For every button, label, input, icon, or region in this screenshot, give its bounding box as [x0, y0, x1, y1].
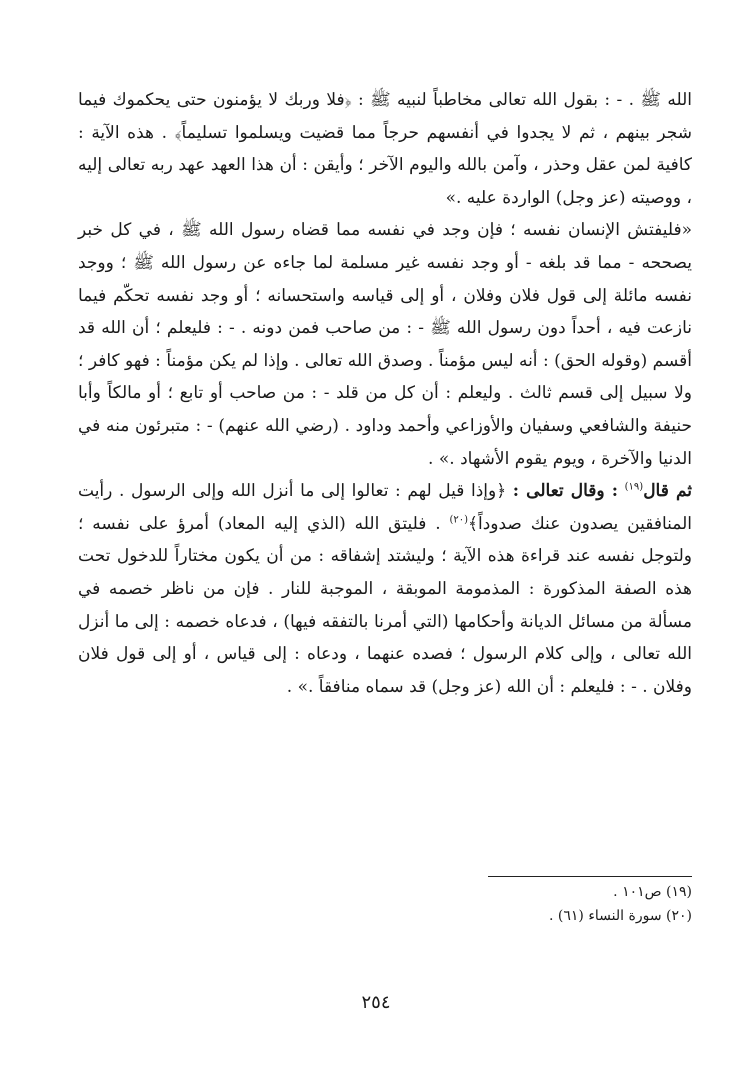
footnotes: [488, 880, 692, 928]
footnote-divider: [488, 876, 692, 877]
paragraph-2: [78, 214, 692, 475]
paragraph-3: [78, 475, 692, 703]
page-number: ٢٥٤: [361, 992, 391, 1013]
footnote-ref-20[interactable]: (٢٠): [449, 514, 469, 526]
paragraph-3-lead: ثم قال: [643, 481, 693, 502]
main-text-block: [78, 84, 692, 703]
footnote-19: (١٩) ص١٠١ .: [613, 884, 692, 900]
footnote-ref-19[interactable]: (١٩): [624, 481, 644, 493]
footnote-20: (٢٠) سورة النساء (٦١) .: [549, 908, 692, 924]
paragraph-3-quote: ﴿وإذا قيل لهم : تعالوا إلى ما أنزل الله وإلى الرسول . رأيت المنافقين يصدون عنك صدوداً﴾: [78, 481, 692, 534]
paragraph-1: [78, 84, 692, 214]
paragraph-2-text: «فليفتش الإنسان نفسه ؛ فإن وجد في نفسه مما قضاه رسول الله ﷺ ، في كل خبر يصححه - مما قد بلغه - أو وجد نفسه غير مسلمة لما جاءه عن رسول الله ﷺ ؛ ووجد نفسه مائلة إلى قول فلان وفلان ، أو إلى قياسه واستحسانه ؛ أو وجد نفسه تحكّم فيما نازعت فيه ، أحداً دون رسول الله ﷺ - : من صاحب فمن دونه . - : فليعلم ؛ أن الله قد أقسم (وقوله الحق) : أنه ليس مؤمناً . وصدق الله تعالى . وإذا لم يكن مؤمناً : فهو كافر ؛ ولا سبيل إلى قسم ثالث . وليعلم : أن كل من قلد - : من صاحب أو تابع ؛ أو مالكاً وأبا حنيفة والشافعي وسفيان والأوزاعي وأحمد وداود . (رضي الله عنهم) - : متبرئون منه في الدنيا والآخرة ، ويوم يقوم الأشهاد .» .: [78, 220, 692, 469]
paragraph-3-text: . فليتق الله (الذي إليه المعاد) أمرؤ على نفسه ؛ ولتوجل نفسه عند قراءة هذه الآية ؛ وليشتد إشفاقه : من أن يكون مختاراً للدخول تحت هذه الصفة المذكورة : المذمومة الموبقة ، الموجبة للنار . فإن من ناظر خصمه في مسألة من مسائل الديانة وأحكامها (التي أمرنا بالتفقه فيها) ، فدعاه خصمه : إلى ما أنزل الله تعالى ، وإلى كلام الرسول ؛ فصده عنهما ، ودعاه : إلى قياس ، أو إلى قول فلان وفلان . - : فليعلم : أن الله (عز وجل) قد سماه منافقاً .» .: [78, 513, 692, 697]
paragraph-1-text: الله ﷺ . - : بقول الله تعالى مخاطباً لنبيه ﷺ : ﴿فلا وربك لا يؤمنون حتى يحكموك فيما شجر بينهم ، ثم لا يجدوا في أنفسهم حرجاً مما قضيت ويسلموا تسليماً﴾ . هذه الآية : كافية لمن عقل وحذر ، وآمن بالله واليوم الآخر ؛ وأيقن : أن هذا العهد عهد ربه تعالى إليه ، ووصيته (عز وجل) الواردة عليه .»: [78, 90, 692, 208]
paragraph-3-lead-2: : وقال تعالى :: [512, 481, 619, 502]
